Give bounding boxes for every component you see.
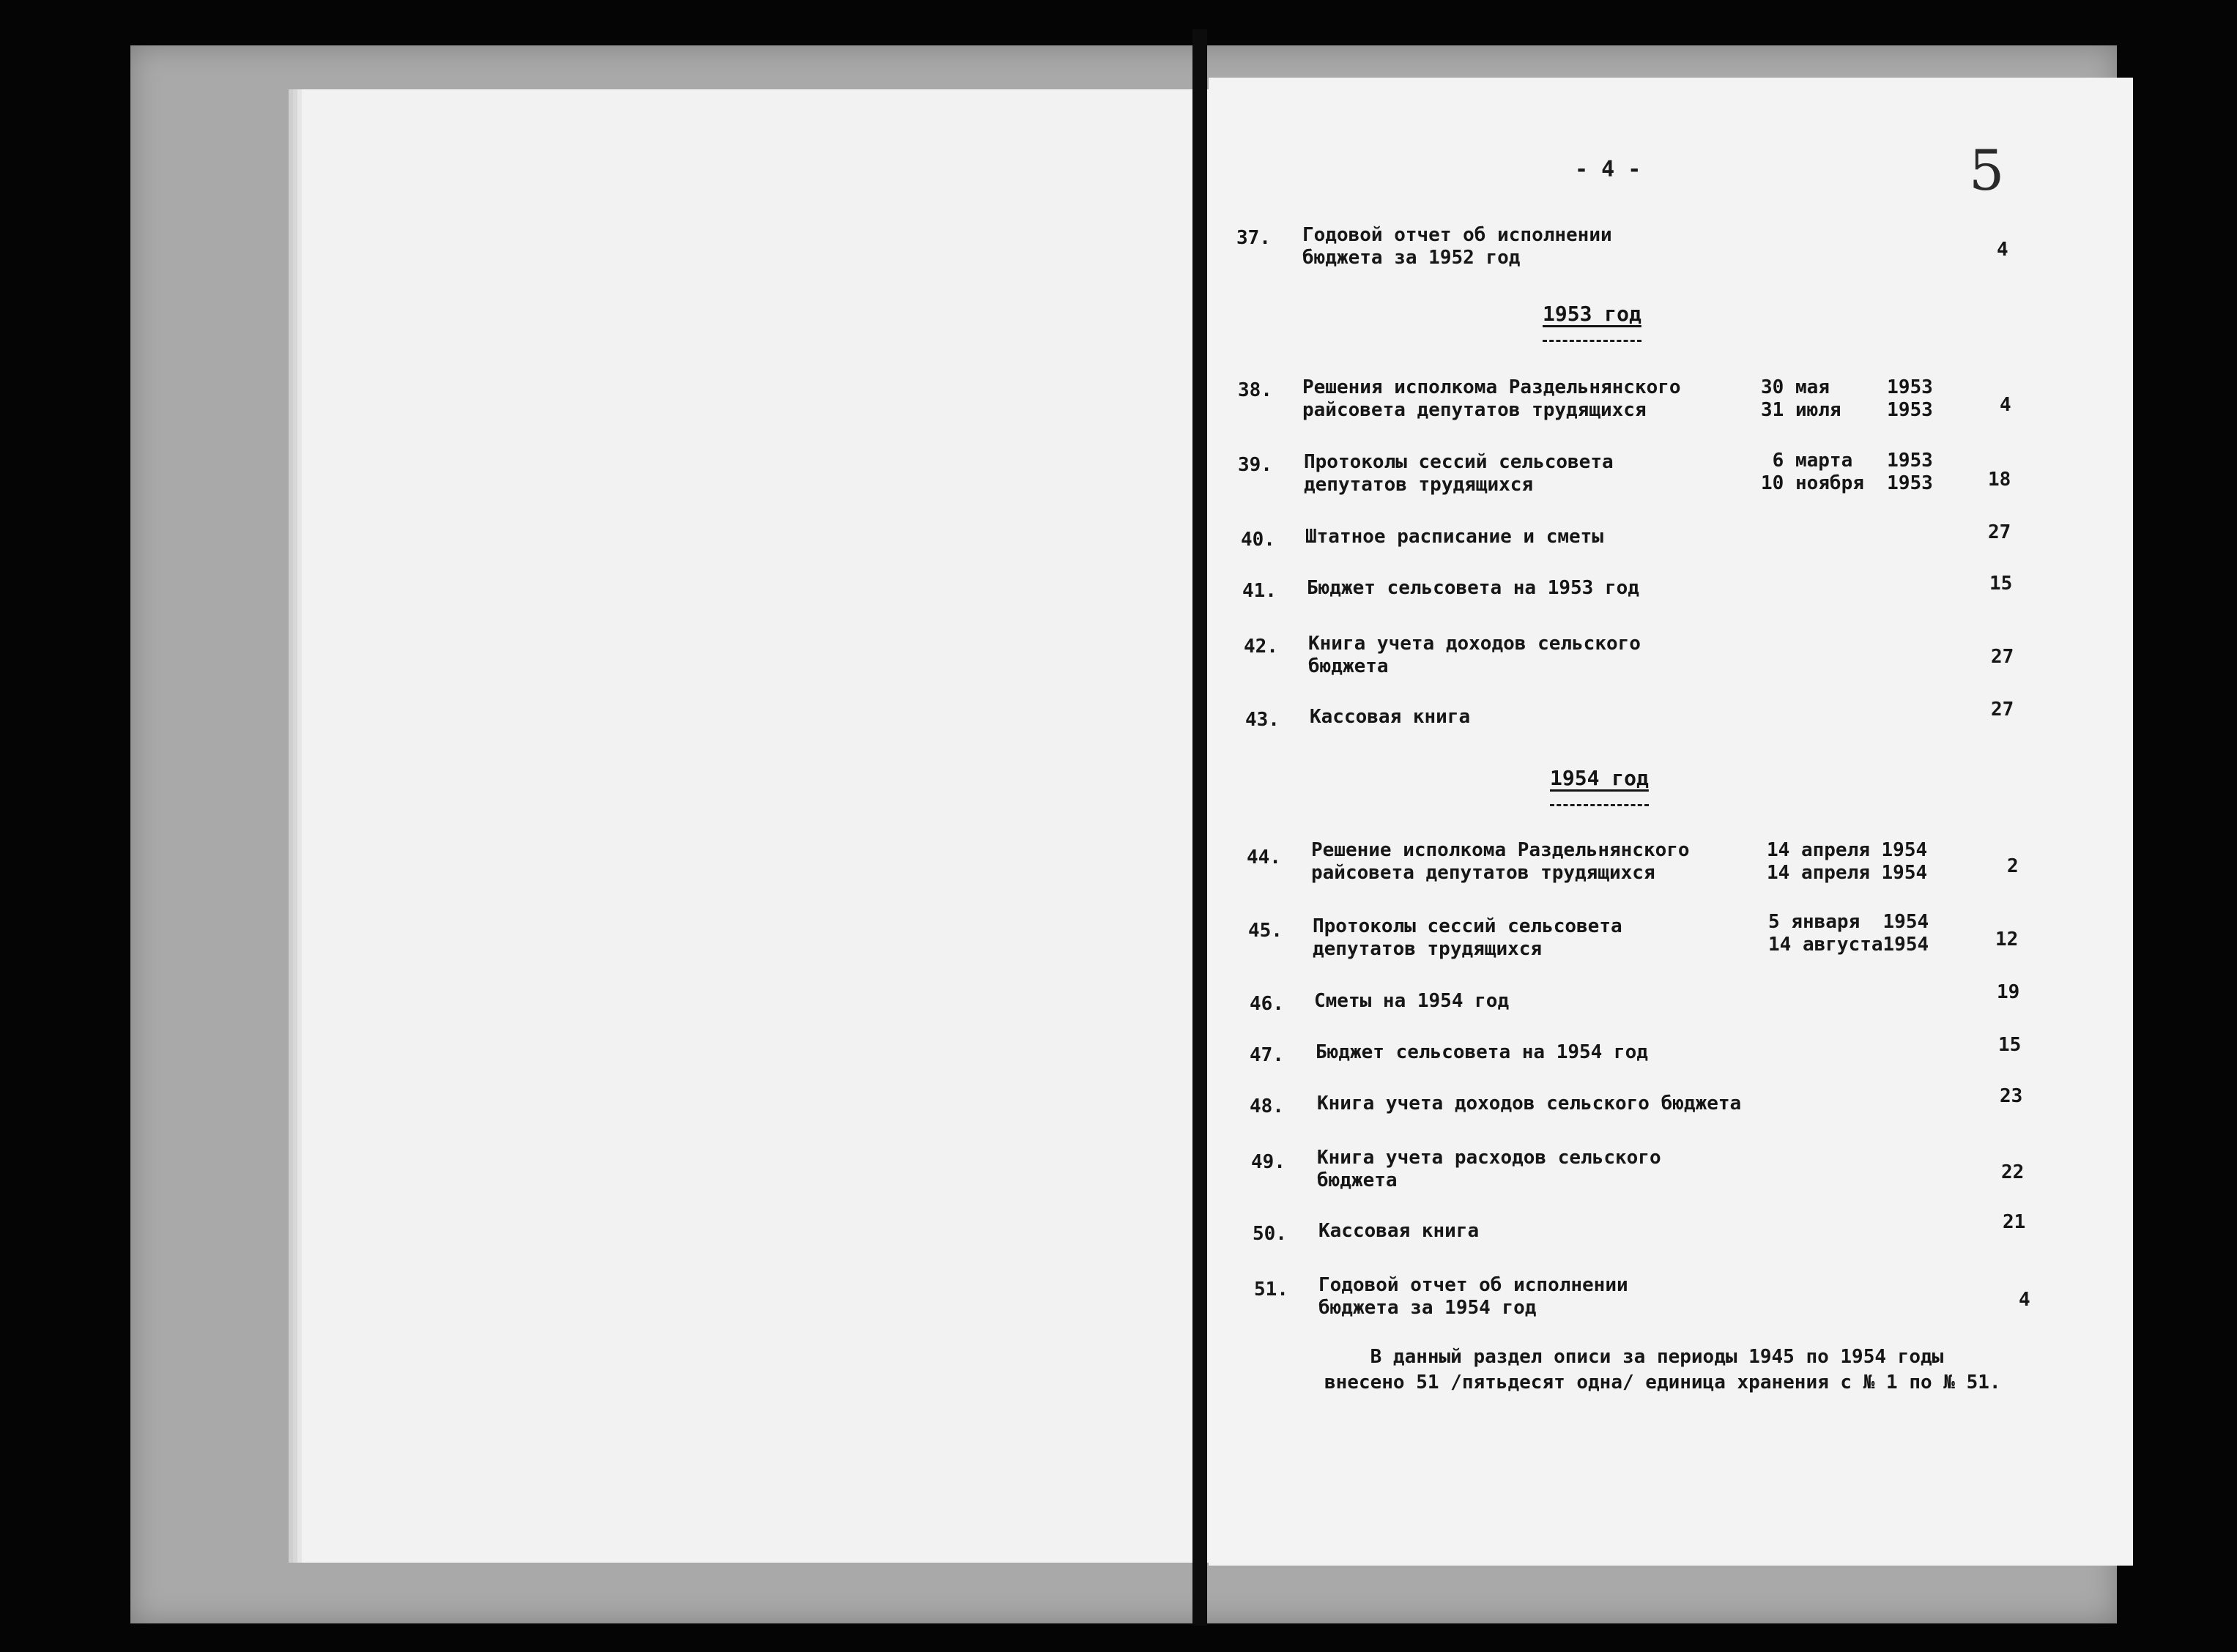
entry-sheet-count: 18 [1988,469,2011,491]
section-year-heading: 1953 год [1543,302,1641,326]
entry-number: 43. [1245,709,1280,731]
entry-sheet-count: 27 [1991,646,2014,668]
entry-sheet-count: 27 [1988,521,2011,543]
entry-sheet-count: 2 [2007,855,2019,877]
entry-number: 39. [1238,454,1272,476]
entry-number: 41. [1242,580,1277,602]
entry-sheet-count: 4 [2000,394,2011,416]
entry-date-range: 14 апреля 1954 14 апреля 1954 [1767,839,1928,884]
entry-title: Бюджет сельсовета на 1953 год [1307,577,1639,599]
entry-number: 48. [1250,1095,1284,1117]
entry-number: 46. [1250,993,1284,1015]
entry-title: Кассовая книга [1318,1220,1480,1242]
book-spine [1192,29,1207,1626]
entry-sheet-count: 15 [1989,573,2013,595]
entry-number: 50. [1253,1223,1287,1245]
entry-title: Протоколы сессий сельсовета депутатов трудящихся [1313,915,1622,960]
entry-sheet-count: 15 [1998,1034,2022,1056]
entry-sheet-count: 4 [1997,239,2008,261]
entry-number: 42. [1244,636,1278,658]
right-document-page [1209,78,2133,1566]
entry-date-range: 6 марта 1953 10 ноября 1953 [1761,450,1933,494]
left-blank-page [302,89,1217,1563]
entry-title: Бюджет сельсовета на 1954 год [1316,1041,1648,1063]
entry-number: 47. [1250,1044,1284,1066]
entry-sheet-count: 19 [1997,981,2020,1003]
entry-title: Книга учета доходов сельского бюджета [1308,633,1641,677]
entry-sheet-count: 4 [2019,1289,2030,1311]
entry-sheet-count: 12 [1995,929,2019,950]
entry-title: Годовой отчет об исполнении бюджета за 1954 год [1318,1274,1628,1319]
entry-title: Годовой отчет об исполнении бюджета за 1952 год [1302,224,1612,269]
entry-date-range: 30 мая 1953 31 июля 1953 [1761,376,1933,421]
entry-title: Решение исполкома Раздельнянского райсовета депутатов трудящихся [1311,839,1690,884]
entry-sheet-count: 23 [2000,1085,2023,1107]
section-year-heading: 1954 год [1550,766,1649,790]
entry-number: 45. [1248,920,1283,942]
entry-title: Штатное расписание и сметы [1305,526,1603,548]
entry-number: 51. [1254,1279,1288,1301]
closing-statement: В данный раздел описи за периоды 1945 по 1954 годы внесено 51 /пятьдесят одна/ единица хранения с № 1 по № 51. [1324,1346,2001,1394]
entry-sheet-count: 21 [2003,1211,2026,1233]
entry-number: 40. [1241,529,1275,551]
entry-title: Кассовая книга [1310,706,1471,728]
page-number: - 4 - [1575,157,1641,182]
entry-sheet-count: 22 [2001,1161,2025,1183]
entry-number: 44. [1247,847,1281,868]
handwritten-folio-number: 5 [1969,138,2005,203]
entry-title: Книга учета расходов сельского бюджета [1317,1147,1661,1191]
entry-title: Сметы на 1954 год [1314,990,1510,1012]
entry-number: 37. [1236,227,1271,249]
entry-date-range: 5 января 1954 14 августа1954 [1768,911,1929,956]
entry-number: 38. [1238,379,1272,401]
entry-title: Книга учета доходов сельского бюджета [1317,1093,1742,1115]
entry-number: 49. [1251,1151,1286,1173]
entry-sheet-count: 27 [1991,699,2014,721]
entry-title: Решения исполкома Раздельнянского райсовета депутатов трудящихся [1302,376,1681,421]
entry-title: Протоколы сессий сельсовета депутатов трудящихся [1304,451,1614,496]
